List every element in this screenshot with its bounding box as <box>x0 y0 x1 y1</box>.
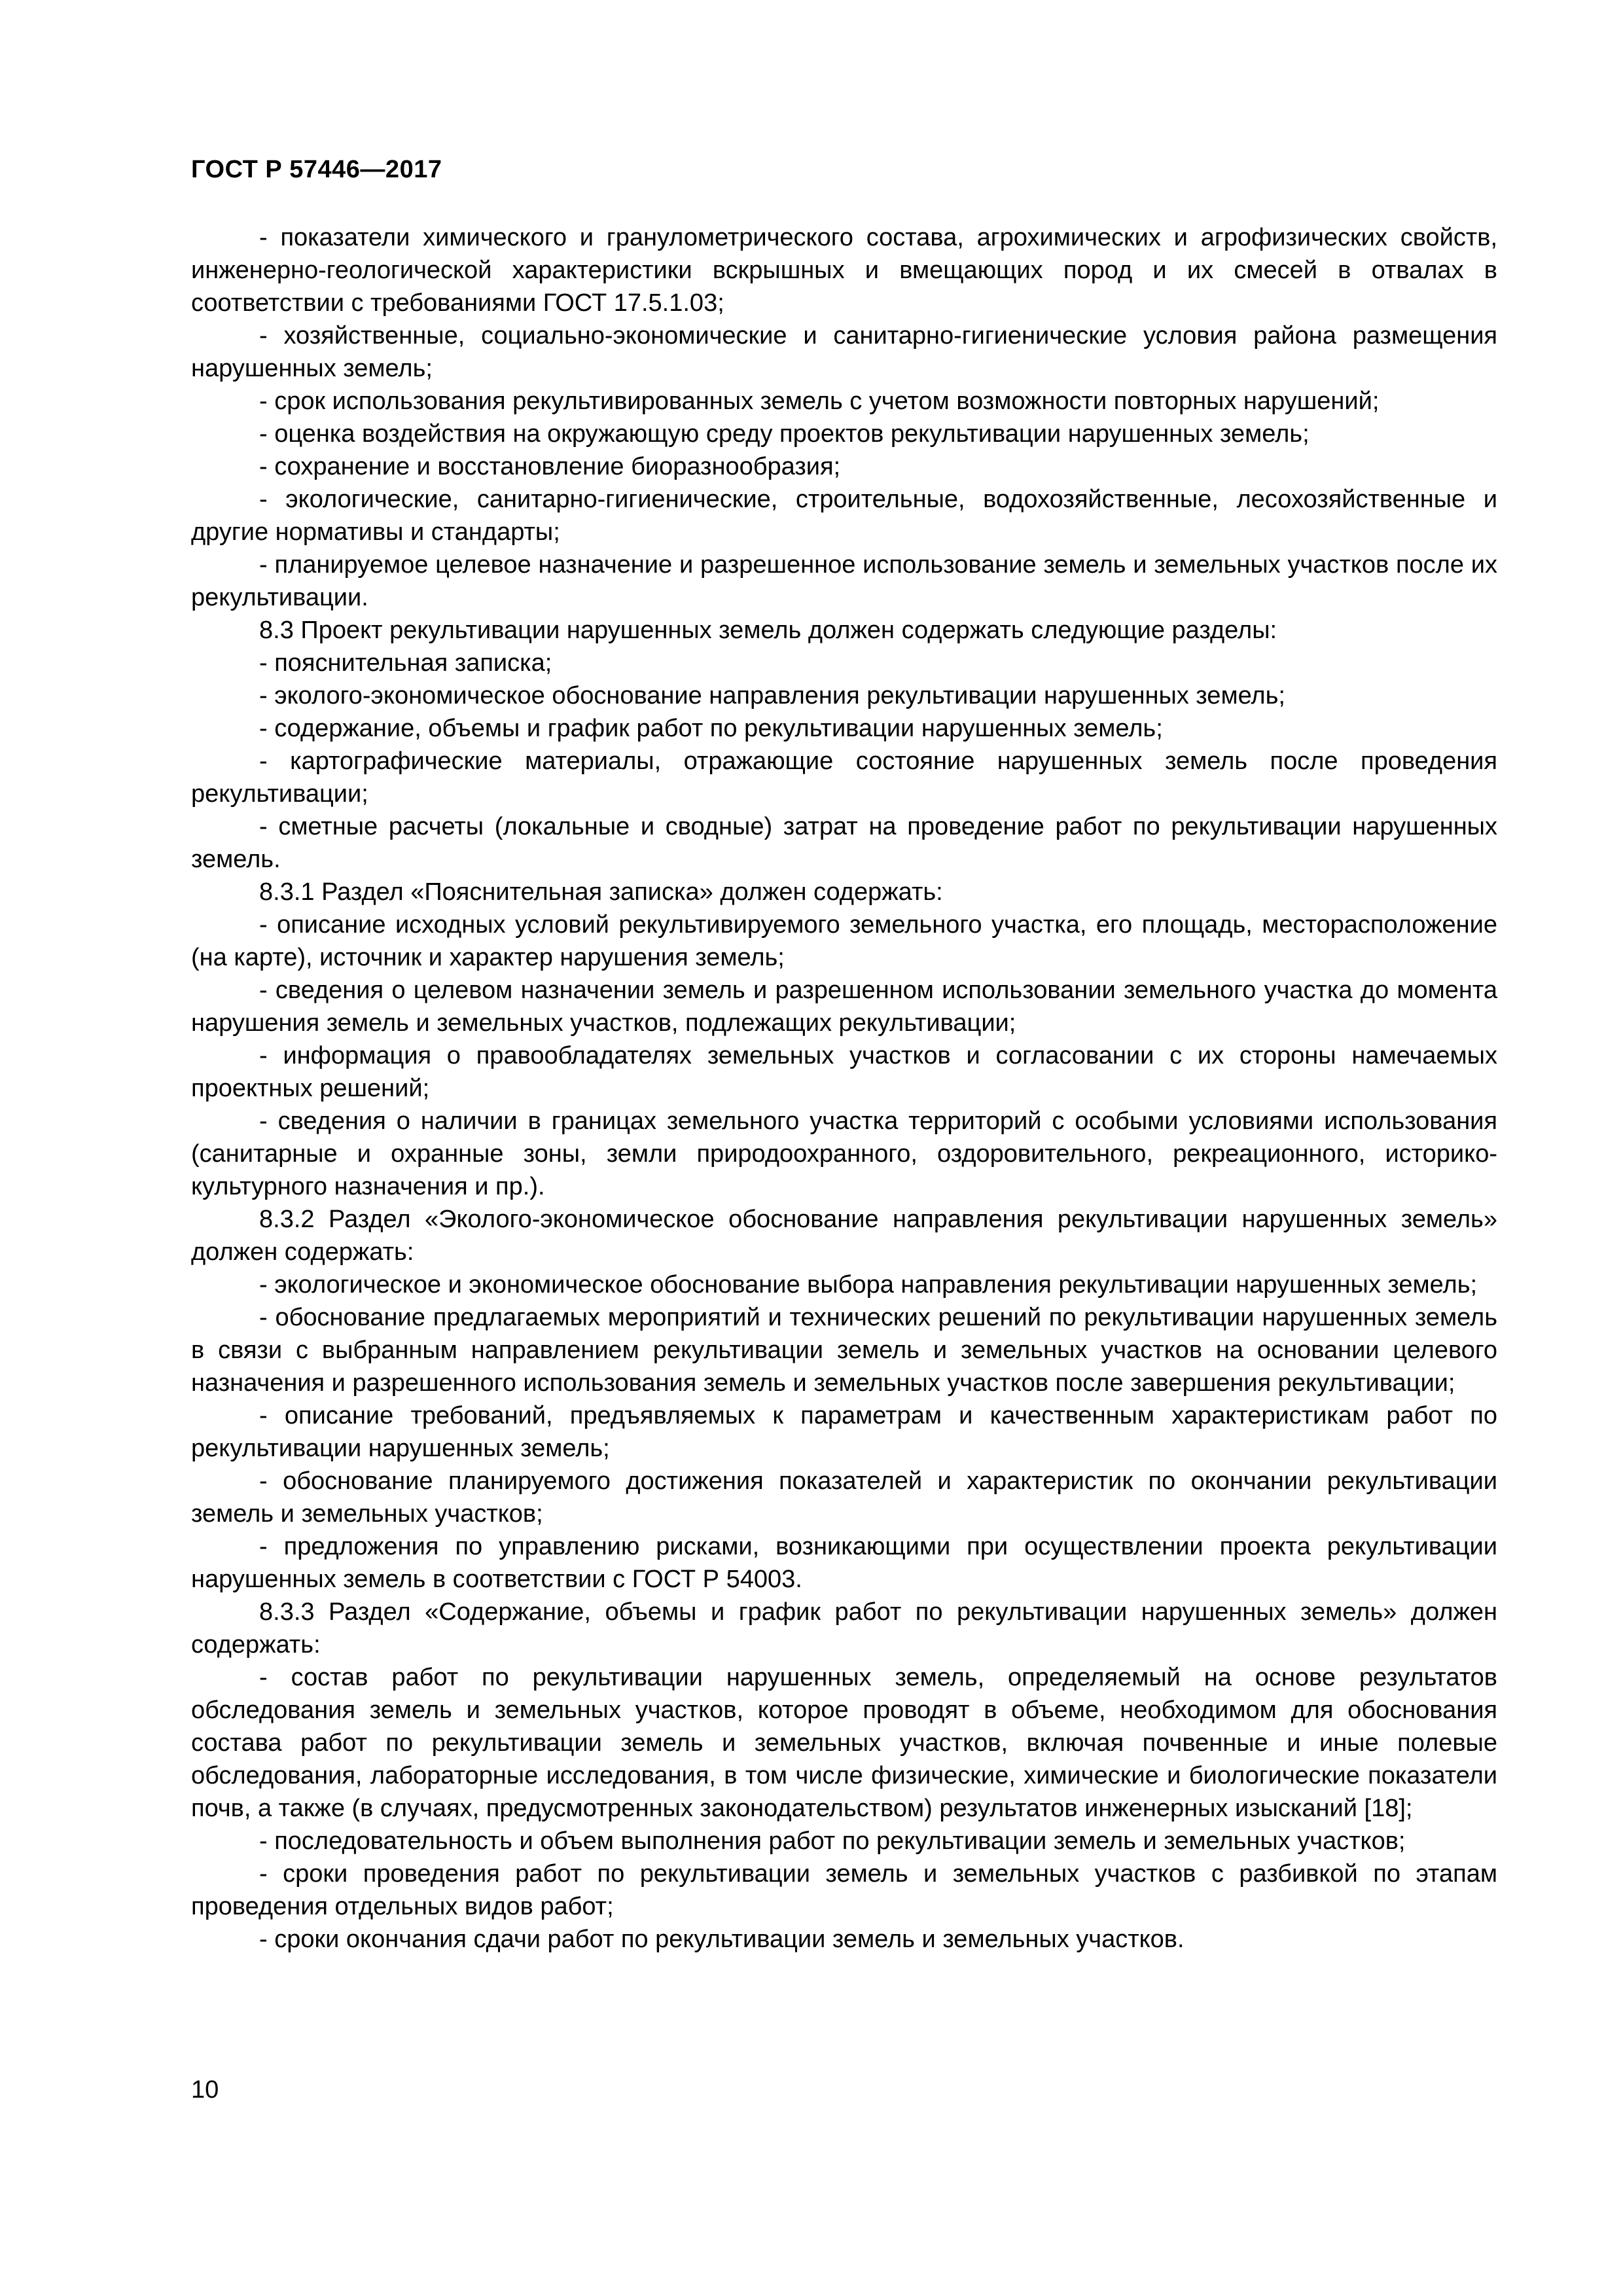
paragraph: - последовательность и объем выполнения работ по рекультивации земель и земельных участков; <box>259 1827 1406 1855</box>
paragraph: - предложения по управлению рисками, возникающими при осуществлении проекта рекультивации нарушенных земель в соответствии с ГОСТ Р 54003. <box>191 1533 1497 1593</box>
paragraph: - описание требований, предъявляемых к параметрам и качественным характеристикам работ по рекультивации нарушенных земель; <box>191 1402 1497 1462</box>
paragraph: - сведения о наличии в границах земельного участка территорий с особыми условиями использования (санитарные и охранные зоны, земли природоохранного, оздоровительного, рекреационного, историко-культурного назначения и пр.). <box>191 1107 1497 1200</box>
paragraph: - срок использования рекультивированных земель с учетом возможности повторных нарушений; <box>259 387 1380 415</box>
section-heading: 8.3 Проект рекультивации нарушенных земель должен содержать следующие разделы: <box>259 617 1277 644</box>
paragraph: - экологические, санитарно-гигиенические, строительные, водохозяйственные, лесохозяйственные и другие нормативы и стандарты; <box>191 486 1497 546</box>
paragraph: - обоснование планируемого достижения показателей и характеристик по окончании рекультивации земель и земельных участков; <box>191 1467 1497 1528</box>
paragraph: - сроки проведения работ по рекультивации земель и земельных участков с разбивкой по этапам проведения отдельных видов работ; <box>191 1860 1497 1920</box>
section-heading: 8.3.2 Раздел «Эколого-экономическое обоснование направления рекультивации нарушенных земель» должен содержать: <box>191 1206 1497 1266</box>
paragraph: - сроки окончания сдачи работ по рекультивации земель и земельных участков. <box>259 1926 1185 1953</box>
paragraph: - обоснование предлагаемых мероприятий и технических решений по рекультивации нарушенных земель в связи с выбранным направлением рекультивации земель и земельных участков на основании целевого назначения и разрешенного использования земель и земельных участков после завершения рекультивации; <box>191 1304 1497 1397</box>
paragraph: - информация о правообладателях земельных участков и согласовании с их стороны намечаемых проектных решений; <box>191 1042 1497 1102</box>
document-header: ГОСТ Р 57446—2017 <box>191 156 442 183</box>
paragraph: - планируемое целевое назначение и разрешенное использование земель и земельных участков после их рекультивации. <box>191 551 1497 611</box>
paragraph: - оценка воздействия на окружающую среду проектов рекультивации нарушенных земель; <box>259 420 1310 448</box>
paragraph: - эколого-экономическое обоснование направления рекультивации нарушенных земель; <box>259 682 1285 709</box>
paragraph: - картографические материалы, отражающие состояние нарушенных земель после проведения рекультивации; <box>191 747 1497 808</box>
paragraph: - показатели химического и гранулометрического состава, агрохимических и агрофизических свойств, инженерно-геологической характеристики вскрышных и вмещающих пород и их смесей в отвалах в соответствии с требованиями ГОСТ 17.5.1.03; <box>191 224 1497 317</box>
paragraph: - описание исходных условий рекультивируемого земельного участка, его площадь, месторасположение (на карте), источник и характер нарушения земель; <box>191 911 1497 971</box>
paragraph: - сметные расчеты (локальные и сводные) затрат на проведение работ по рекультивации нарушенных земель. <box>191 813 1497 873</box>
paragraph: - экологическое и экономическое обоснование выбора направления рекультивации нарушенных земель; <box>259 1271 1478 1299</box>
section-heading: 8.3.3 Раздел «Содержание, объемы и график работ по рекультивации нарушенных земель» должен содержать: <box>191 1598 1497 1659</box>
paragraph: - состав работ по рекультивации нарушенных земель, определяемый на основе результатов обследования земель и земельных участков, которое проводят в объеме, необходимом для обоснования состава работ по рекультивации земель и земельных участков, включая почвенные и иные полевые обследования, лабораторные исследования, в том числе физические, химические и биологические показатели почв, а также (в случаях, предусмотренных законодательством) результатов инженерных изысканий [18]; <box>191 1664 1497 1822</box>
paragraph: - сохранение и восстановление биоразнообразия; <box>259 453 841 480</box>
page-number: 10 <box>191 2076 219 2104</box>
paragraph: - хозяйственные, социально-экономические и санитарно-гигиенические условия района размещения нарушенных земель; <box>191 322 1497 382</box>
paragraph: - содержание, объемы и график работ по рекультивации нарушенных земель; <box>259 715 1163 742</box>
paragraph: - сведения о целевом назначении земель и разрешенном использовании земельного участка до момента нарушения земель и земельных участков, подлежащих рекультивации; <box>191 977 1497 1037</box>
section-heading: 8.3.1 Раздел «Пояснительная записка» должен содержать: <box>259 878 943 906</box>
document-body <box>191 221 1497 1956</box>
paragraph: - пояснительная записка; <box>259 649 552 677</box>
